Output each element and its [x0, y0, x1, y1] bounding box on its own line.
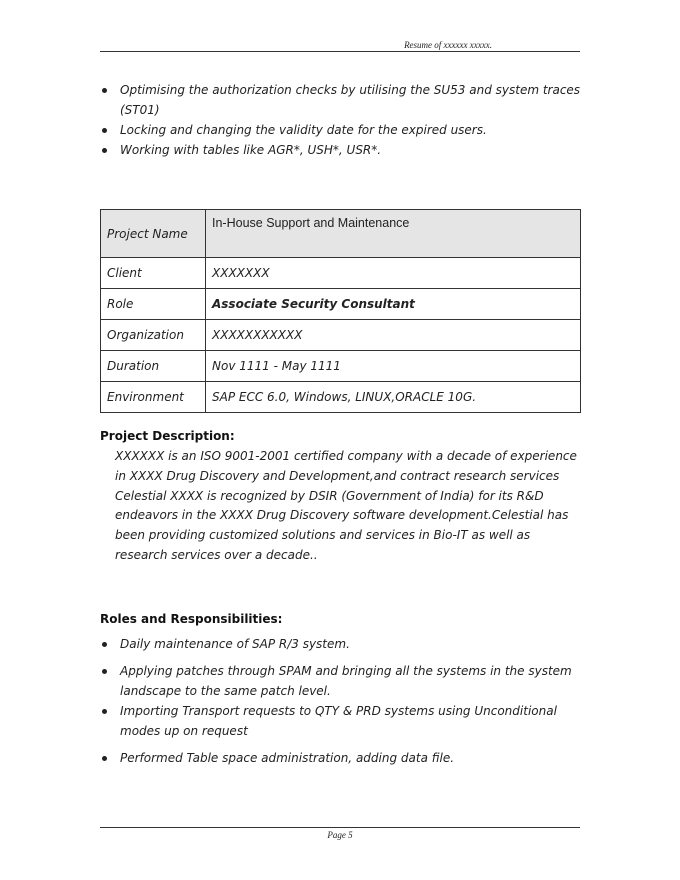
table-row	[101, 210, 581, 258]
project-description-text: XXXXXX is an ISO 9001-2001 certified company with a decade of experience in XXXX Drug Discovery and Development,and contract research services Celestial XXXX is recognized by DSIR (Government of India) for its R&D endeavors in the XXXX Drug Discovery software development.Celestial has been providing customized solutions and services in Bio-IT as well as research services over a decade..	[115, 449, 577, 562]
table-row	[101, 258, 581, 289]
footer-divider	[100, 827, 580, 828]
role-label: Role	[101, 289, 206, 320]
table-row	[101, 351, 581, 382]
table-row	[101, 382, 581, 413]
header-divider	[100, 51, 580, 52]
client-value: XXXXXXX	[206, 258, 581, 289]
client-label: Client	[101, 258, 206, 289]
environment-label: Environment	[101, 382, 206, 413]
organization-label: Organization	[101, 320, 206, 351]
project-description-heading: Project Description:	[100, 429, 235, 443]
environment-value: SAP ECC 6.0, Windows, LINUX,ORACLE 10G.	[206, 382, 581, 413]
page-number: Page 5	[327, 830, 353, 840]
table-row	[101, 289, 581, 320]
list-item: Importing Transport requests to QTY & PRD systems using Unconditional modes up on request	[100, 701, 582, 741]
duration-label: Duration	[101, 351, 206, 382]
table-row	[101, 320, 581, 351]
list-item: Locking and changing the validity date for the expired users.	[100, 120, 582, 140]
list-item: Daily maintenance of SAP R/3 system.	[100, 634, 582, 654]
roles-bullet-list	[100, 634, 582, 768]
duration-value: Nov 1111 - May 1111	[206, 351, 581, 382]
project-name-label: Project Name	[101, 210, 206, 258]
project-details-table	[100, 209, 581, 413]
authorization-bullet-list	[100, 80, 582, 160]
roles-heading: Roles and Responsibilities:	[100, 612, 283, 626]
project-name-value: In-House Support and Maintenance	[206, 210, 581, 258]
list-item: Applying patches through SPAM and bringing all the systems in the system landscape to the same patch level.	[100, 661, 582, 701]
organization-value: XXXXXXXXXXX	[206, 320, 581, 351]
role-value: Associate Security Consultant	[206, 289, 581, 320]
list-item: Working with tables like AGR*, USH*, USR*.	[100, 140, 582, 160]
page-header: Resume of xxxxxx xxxxx.	[404, 40, 492, 50]
list-item: Performed Table space administration, adding data file.	[100, 748, 582, 768]
list-item: Optimising the authorization checks by utilising the SU53 and system traces (ST01)	[100, 80, 582, 120]
